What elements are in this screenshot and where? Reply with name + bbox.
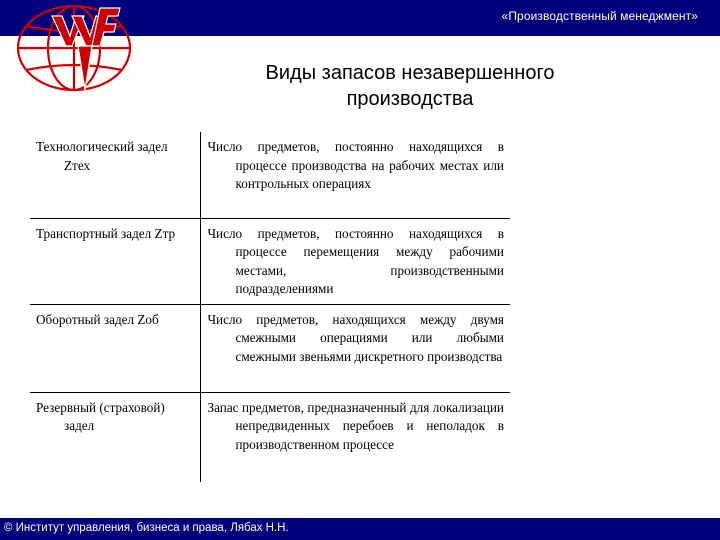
- slide-title: [200, 60, 620, 112]
- slide-title-line2: производства: [346, 88, 474, 110]
- table-row: [30, 218, 510, 304]
- table-cell-definition: Число предметов, находящихся между двумя смежными операциями или любыми смежными звеньями дискретного производства: [201, 304, 510, 392]
- table-cell-term: Транспортный задел Zтр: [30, 218, 201, 304]
- course-title: «Производственный менеджмент»: [501, 9, 698, 23]
- table-cell-term: Технологический задел Zтех: [30, 132, 201, 218]
- table-cell-definition: Запас предметов, предназначенный для локализации непредвиденных перебоев и неполадок в производственном процессе: [201, 392, 510, 482]
- wip-types-table: [30, 132, 510, 482]
- table-row: [30, 304, 510, 392]
- table-row: [30, 392, 510, 482]
- institute-logo: [12, 2, 162, 94]
- table-cell-term: Оборотный задел Zоб: [30, 304, 201, 392]
- table-row: [30, 132, 510, 218]
- table-cell-definition: Число предметов, постоянно находящихся в процессе производства на рабочих местах или контрольных операциях: [201, 132, 510, 218]
- footer-bar: [0, 518, 720, 540]
- slide-title-line1: Виды запасов незавершенного: [265, 62, 555, 84]
- footer-copyright: © Институт управления, бизнеса и права, Лябах Н.Н.: [4, 522, 289, 534]
- table-cell-term: Резервный (страховой) задел: [36, 399, 165, 433]
- table-cell-definition: Число предметов, постоянно находящихся в процессе перемещения между рабочими местами, производственными подразделениями: [201, 218, 510, 304]
